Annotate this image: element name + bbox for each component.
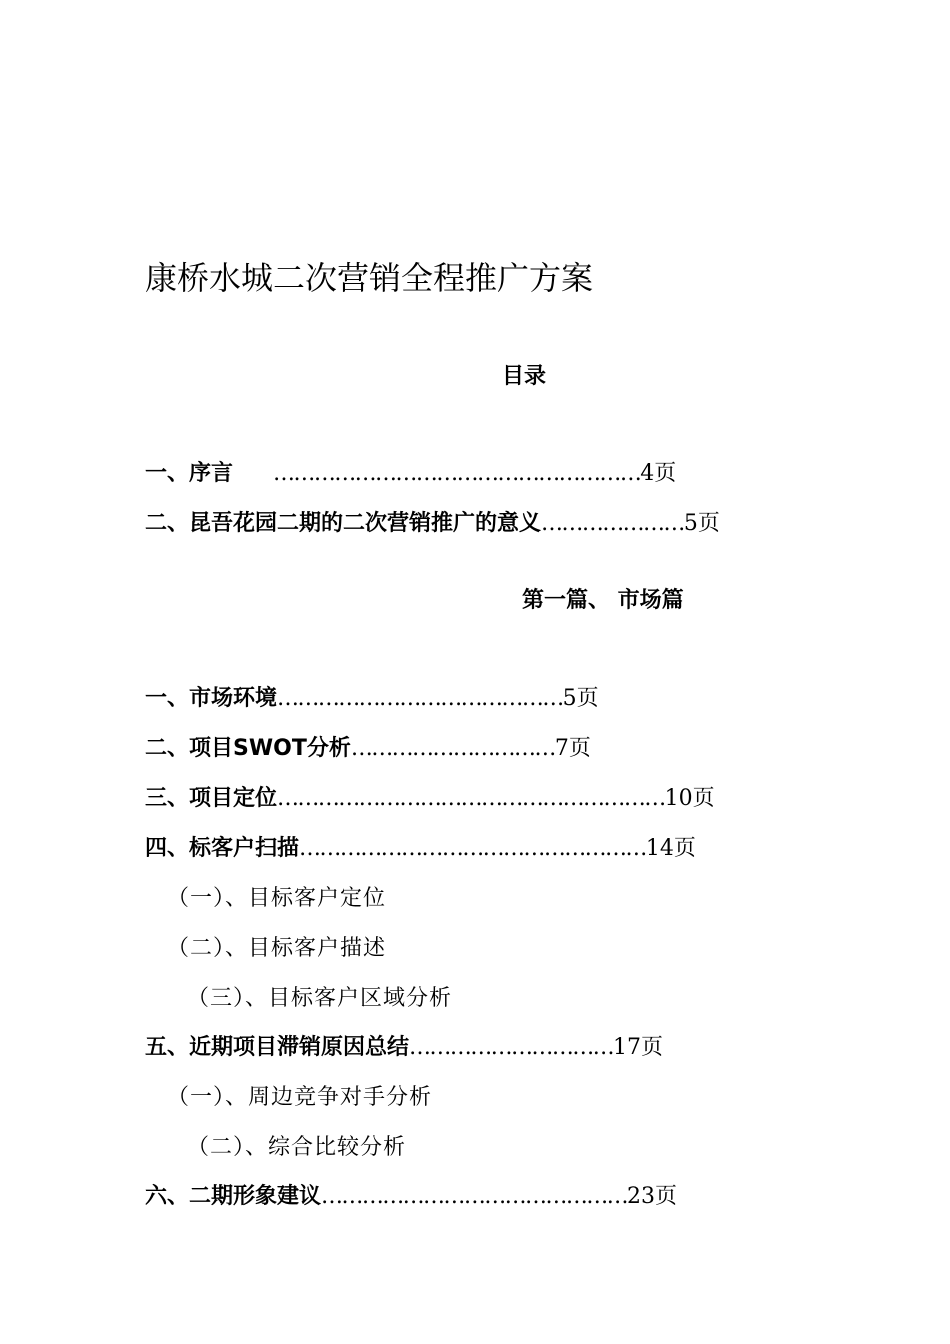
toc-subentry-customer-description[interactable] xyxy=(167,933,386,965)
toc-leader-dots: ………………………… xyxy=(350,736,555,761)
toc-entry-slow-sales-summary[interactable] xyxy=(145,1032,663,1064)
toc-leader-dots: …………………………………………… xyxy=(299,836,646,861)
toc-entry-customer-scan[interactable] xyxy=(145,833,696,865)
toc-leader-dots: …………………………………… xyxy=(277,686,563,711)
toc-entry-label: 五、近期项目滞销原因总结 xyxy=(145,1035,410,1060)
toc-heading: 目录 xyxy=(502,364,547,389)
toc-leader-dots: ……………………………………………… xyxy=(273,461,641,486)
page-title: 康桥水城二次营销全程推广方案 xyxy=(145,259,594,297)
toc-entry-swot[interactable] xyxy=(145,733,591,765)
toc-page-number: 7页 xyxy=(554,736,591,761)
toc-page-number: 5页 xyxy=(683,511,720,536)
toc-entry-significance[interactable] xyxy=(145,508,720,540)
toc-page-number: 23页 xyxy=(627,1184,678,1209)
toc-entry-label: 二、项目SWOT分析 xyxy=(145,736,351,761)
toc-subentry-customer-positioning[interactable] xyxy=(167,883,386,915)
toc-subentry-competitor-analysis[interactable] xyxy=(167,1082,432,1114)
toc-entry-label: 一、市场环境 xyxy=(145,686,278,711)
toc-entry-label: 三、项目定位 xyxy=(145,786,278,811)
toc-page-number: 17页 xyxy=(613,1035,664,1060)
toc-entry-label: 二、昆吾花园二期的二次营销推广的意义 xyxy=(145,511,542,536)
toc-entry-preface[interactable] xyxy=(145,458,676,490)
toc-subentry-label: （二）、目标客户描述 xyxy=(167,936,387,961)
part-heading: 第一篇、 市场篇 xyxy=(522,588,684,613)
toc-entry-label: 四、标客户扫描 xyxy=(145,836,300,861)
toc-page-number: 5页 xyxy=(562,686,599,711)
toc-leader-dots: ………………… xyxy=(541,511,684,536)
toc-leader-dots: ……………………………………… xyxy=(321,1184,628,1209)
toc-leader-dots: ………………………… xyxy=(409,1035,614,1060)
toc-subentry-label: （一）、周边竞争对手分析 xyxy=(167,1085,433,1110)
toc-subentry-label: （三）、目标客户区域分析 xyxy=(187,986,453,1011)
toc-leader-dots: ………………………………………………… xyxy=(277,786,665,811)
toc-page-number: 4页 xyxy=(640,461,677,486)
toc-entry-label: 一、序言 xyxy=(145,461,234,486)
toc-subentry-comparison-analysis[interactable] xyxy=(187,1132,406,1164)
toc-subentry-customer-region[interactable] xyxy=(187,983,452,1015)
toc-entry-market-environment[interactable] xyxy=(145,683,599,715)
toc-page-number: 14页 xyxy=(645,836,696,861)
toc-entry-label: 六、二期形象建议 xyxy=(145,1184,322,1209)
toc-subentry-label: （一）、目标客户定位 xyxy=(167,886,387,911)
toc-entry-image-proposal[interactable] xyxy=(145,1181,677,1213)
toc-page-number: 10页 xyxy=(664,786,715,811)
toc-subentry-label: （二）、综合比较分析 xyxy=(187,1135,407,1160)
toc-entry-positioning[interactable] xyxy=(145,783,715,815)
